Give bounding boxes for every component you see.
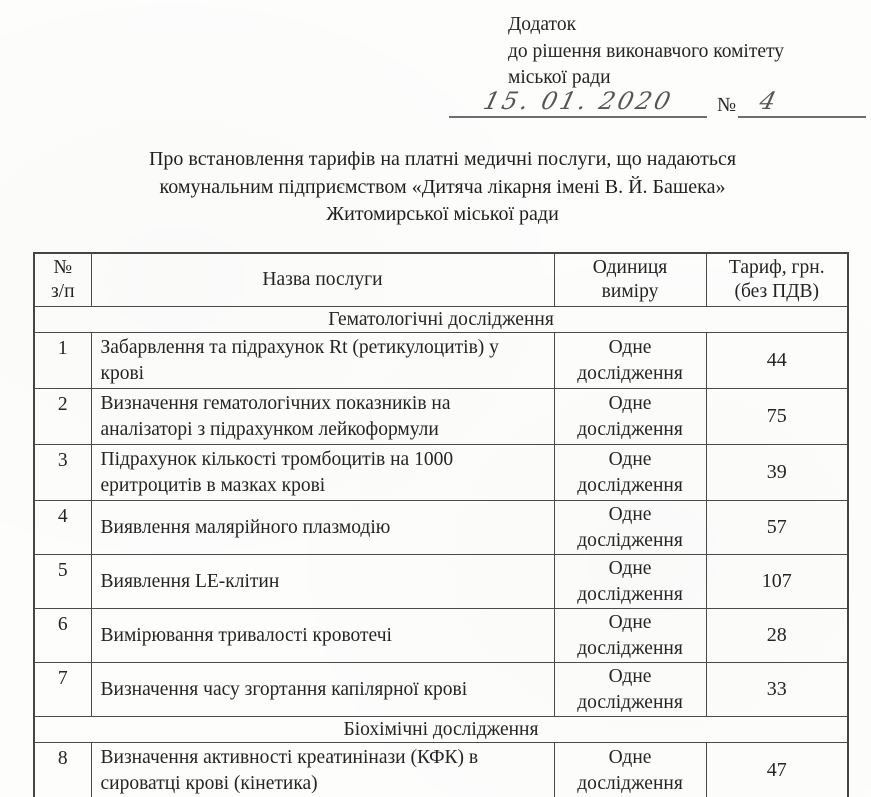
table-row — [34, 501, 848, 555]
cell-service: Виявлення LE-клітин — [91, 555, 554, 609]
section-header-row — [34, 717, 848, 743]
col-header-unit-line2: виміру — [601, 281, 659, 302]
date-number-line — [449, 82, 866, 118]
cell-service: Забарвлення та підрахунок Rt (ретикулоцитів) у крові — [91, 333, 554, 389]
cell-tariff: 47 — [706, 743, 848, 797]
table-row — [34, 555, 848, 609]
cell-tariff: 33 — [706, 663, 848, 717]
cell-unit: Одне дослідження — [554, 389, 706, 445]
col-header-num-line2: з/п — [50, 281, 75, 302]
cell-tariff: 28 — [706, 609, 848, 663]
table-row — [34, 743, 848, 797]
handwritten-date: 15. 01. 2020 — [480, 87, 676, 115]
handwritten-number-field — [738, 87, 866, 118]
cell-service: Вимірювання тривалості кровотечі — [91, 609, 554, 663]
annex-line-3: міської ради — [508, 67, 611, 88]
cell-num: 7 — [34, 663, 91, 717]
cell-unit: Одне дослідження — [554, 555, 706, 609]
cell-num: 3 — [34, 445, 91, 501]
cell-unit: Одне дослідження — [554, 501, 706, 555]
col-header-tariff-line2: (без ПДВ) — [734, 281, 819, 302]
col-header-num — [34, 253, 91, 307]
cell-service: Визначення гематологічних показників на аналізаторі з підрахунком лейкоформули — [91, 389, 554, 445]
number-sign: № — [717, 94, 737, 116]
cell-unit: Одне дослідження — [554, 663, 706, 717]
section-title: Гематологічні дослідження — [34, 307, 848, 333]
cell-num: 5 — [34, 555, 91, 609]
document-title — [20, 146, 865, 229]
cell-unit: Одне дослідження — [554, 333, 706, 389]
handwritten-number: 4 — [756, 87, 782, 115]
annex-line-1: Додаток — [508, 14, 577, 35]
handwritten-date-field — [449, 87, 707, 118]
cell-num: 6 — [34, 609, 91, 663]
cell-tariff: 75 — [706, 389, 848, 445]
cell-tariff: 44 — [706, 333, 848, 389]
cell-unit: Одне дослідження — [554, 743, 706, 797]
table-row — [34, 445, 848, 501]
cell-unit: Одне дослідження — [554, 445, 706, 501]
table-row — [34, 609, 848, 663]
cell-tariff: 57 — [706, 501, 848, 555]
cell-service: Виявлення малярійного плазмодію — [91, 501, 554, 555]
col-header-unit — [554, 253, 706, 307]
cell-num: 2 — [34, 389, 91, 445]
title-line-1: Про встановлення тарифів на платні медичні послуги, що надаються — [148, 148, 737, 170]
table-header-row — [34, 253, 848, 307]
annex-block — [508, 12, 784, 92]
col-header-num-line1: № — [53, 257, 73, 278]
cell-num: 1 — [34, 333, 91, 389]
col-header-unit-line1: Одиниця — [592, 257, 668, 278]
tariff-table — [33, 252, 849, 797]
table-row — [34, 663, 848, 717]
cell-service: Визначення часу згортання капілярної крові — [91, 663, 554, 717]
table-row — [34, 389, 848, 445]
cell-service: Визначення активності креатинінази (КФК) в сироватці крові (кінетика) — [91, 743, 554, 797]
table-row — [34, 333, 848, 389]
col-header-tariff-line1: Тариф, грн. — [728, 257, 825, 278]
cell-service: Підрахунок кількості тромбоцитів на 1000 еритроцитів в мазках крові — [91, 445, 554, 501]
cell-tariff: 107 — [706, 555, 848, 609]
cell-num: 8 — [34, 743, 91, 797]
col-header-tariff — [706, 253, 848, 307]
title-line-2: комунальним підприємством «Дитяча лікарня імені В. Й. Башека» — [159, 175, 726, 198]
section-header-row — [34, 307, 848, 333]
annex-line-2: до рішення виконавчого комітету — [508, 40, 785, 62]
title-line-3: Житомирської міської ради — [326, 203, 559, 225]
cell-num: 4 — [34, 501, 91, 555]
col-header-service: Назва послуги — [91, 253, 554, 307]
cell-tariff: 39 — [706, 445, 848, 501]
section-title: Біохімічні дослідження — [34, 717, 848, 743]
cell-unit: Одне дослідження — [554, 609, 706, 663]
